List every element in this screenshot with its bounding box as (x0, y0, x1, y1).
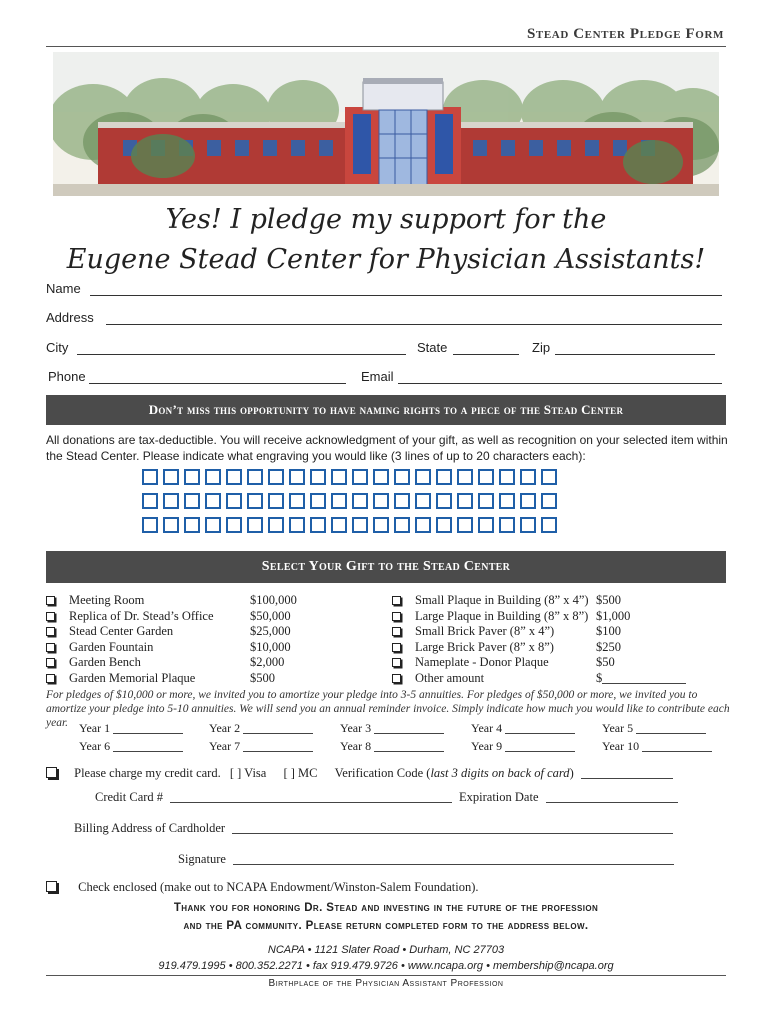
card-number-row (95, 790, 452, 805)
checkbox-icon[interactable] (46, 674, 55, 683)
engraving-char-box[interactable] (436, 493, 452, 509)
engraving-line-1 (142, 469, 557, 485)
gift-list-left (46, 593, 297, 686)
address-field[interactable] (106, 324, 722, 325)
engraving-line-3 (142, 517, 557, 533)
gift-label: Replica of Dr. Stead’s Office (69, 608, 214, 623)
checkbox-icon[interactable] (392, 627, 401, 636)
annuity-note: For pledges of $10,000 or more, we invited you to amortize your pledge into 3-5 annuities. For pledges of $50,000 or more, we invited you to amortize your pledge into 5-10 annuities. We will send you an annual reminder invoice. Simply indicate how much you would like to contribute each year. (46, 689, 730, 729)
year-amount-field[interactable] (642, 751, 712, 752)
year-label: Year 4 (471, 721, 503, 735)
engraving-char-box[interactable] (478, 493, 494, 509)
engraving-char-box[interactable] (499, 469, 515, 485)
headline-line-2: Eugene Stead Center for Physician Assistants! (66, 244, 706, 275)
engraving-char-box[interactable] (163, 469, 179, 485)
year-label: Year 6 (79, 739, 111, 753)
gift-amount: $100,000 (250, 593, 297, 607)
state-field[interactable] (453, 354, 519, 355)
gift-option[interactable] (46, 593, 297, 609)
gift-list-right (392, 593, 692, 686)
address-line: NCAPA • 1121 Slater Road • Durham, NC 27703 (267, 944, 505, 956)
engraving-char-box[interactable] (352, 469, 368, 485)
other-amount-field[interactable] (602, 683, 686, 684)
gift-amount: $10,000 (250, 639, 291, 654)
expiration-row (459, 790, 678, 805)
year-label: Year 2 (209, 721, 241, 735)
engraving-char-box[interactable] (247, 517, 263, 533)
credit-card-checkbox-icon[interactable] (46, 767, 57, 778)
name-field[interactable] (90, 295, 722, 296)
gift-label: Stead Center Garden (69, 624, 174, 638)
year-7[interactable] (209, 739, 313, 754)
checkbox-icon[interactable] (392, 612, 401, 621)
gift-label: Small Brick Paver (8” x 4”) (415, 624, 555, 638)
check-checkbox-icon[interactable] (46, 881, 57, 892)
expiration-field[interactable] (546, 802, 678, 803)
engraving-char-box[interactable] (226, 469, 242, 485)
gift-label: Large Brick Paver (8” x 8”) (415, 639, 554, 654)
address-label: Address (46, 310, 94, 325)
engraving-char-box[interactable] (478, 469, 494, 485)
zip-label: Zip (532, 340, 551, 355)
engraving-char-box[interactable] (268, 469, 284, 485)
credit-card-option[interactable] (46, 766, 673, 781)
engraving-char-box[interactable] (415, 469, 431, 485)
engraving-char-box[interactable] (331, 493, 347, 509)
naming-rights-banner: Don’t miss this opportunity to have naming rights to a piece of the Stead Center (46, 395, 726, 425)
email-field[interactable] (398, 383, 722, 384)
card-number-field[interactable] (170, 802, 452, 803)
year-label: Year 7 (209, 739, 241, 753)
engraving-char-box[interactable] (352, 517, 368, 533)
gift-option[interactable] (392, 609, 692, 625)
gift-amount: $100 (596, 624, 621, 638)
visa-option[interactable]: [ ] Visa (229, 766, 267, 780)
year-amount-field[interactable] (374, 751, 444, 752)
gift-option[interactable] (46, 624, 291, 640)
engraving-char-box[interactable] (205, 517, 221, 533)
gift-label: Nameplate - Donor Plaque (415, 655, 549, 669)
mc-option[interactable]: [ ] MC (283, 766, 318, 780)
verification-code-field[interactable] (581, 778, 673, 779)
engraving-char-box[interactable] (163, 493, 179, 509)
year-amount-field[interactable] (113, 733, 183, 734)
year-amount-field[interactable] (243, 733, 313, 734)
year-label: Year 9 (471, 739, 503, 753)
check-text: Check enclosed (make out to NCAPA Endowment/Winston-Salem Foundation). (78, 880, 479, 894)
email-label: Email (361, 369, 394, 384)
verification-label (335, 766, 574, 780)
year-9[interactable] (471, 739, 575, 754)
card-number-label: Credit Card # (95, 790, 164, 804)
engraving-char-box[interactable] (541, 493, 557, 509)
engraving-char-box[interactable] (373, 469, 389, 485)
checkbox-icon[interactable] (46, 612, 55, 621)
title-divider (46, 46, 726, 47)
tagline: Birthplace of the Physician Assistant Profession (268, 978, 504, 989)
checkbox-icon[interactable] (46, 596, 55, 605)
pledge-headline (46, 200, 726, 280)
verification-label-end: ) (569, 766, 574, 780)
engraving-char-box[interactable] (310, 493, 326, 509)
engraving-char-box[interactable] (457, 493, 473, 509)
gift-label: Garden Memorial Plaque (69, 670, 196, 685)
thanks-line-1: Thank you for honoring Dr. Stead and investing in the future of the profession (173, 902, 599, 914)
engraving-char-box[interactable] (184, 493, 200, 509)
engraving-char-box[interactable] (142, 517, 158, 533)
gift-amount: $25,000 (250, 624, 291, 638)
year-label: Year 1 (79, 721, 111, 735)
engraving-char-box[interactable] (205, 493, 221, 509)
engraving-grid (142, 469, 557, 533)
engraving-char-box[interactable] (478, 517, 494, 533)
engraving-char-box[interactable] (247, 469, 263, 485)
gift-option[interactable] (392, 593, 692, 609)
engraving-line-2 (142, 493, 557, 509)
checkbox-icon[interactable] (46, 643, 55, 652)
gift-label: Other amount (415, 670, 485, 685)
year-amount-field[interactable] (243, 751, 313, 752)
engraving-char-box[interactable] (520, 493, 536, 509)
billing-row (74, 821, 673, 836)
year-amount-field[interactable] (374, 733, 444, 734)
checkbox-icon[interactable] (392, 658, 401, 667)
thanks-line-2: and the PA community. Please return completed form to the address below. (183, 920, 589, 932)
checkbox-icon[interactable] (392, 643, 401, 652)
naming-description: All donations are tax-deductible. You will receive acknowledgment of your gift, as well as recognition on your selected item within the Stead Center. Please indicate what engraving you would like (3 lines of up to 20 characters each): (46, 433, 728, 463)
gift-option[interactable] (392, 640, 692, 656)
engraving-char-box[interactable] (226, 493, 242, 509)
engraving-char-box[interactable] (499, 493, 515, 509)
footer-divider (46, 975, 726, 976)
engraving-char-box[interactable] (226, 517, 242, 533)
engraving-char-box[interactable] (310, 469, 326, 485)
engraving-char-box[interactable] (331, 469, 347, 485)
engraving-char-box[interactable] (394, 517, 410, 533)
gift-label: Small Plaque in Building (8” x 4”) (415, 593, 589, 607)
gift-option[interactable] (392, 671, 692, 687)
signature-label: Signature (178, 852, 226, 866)
engraving-char-box[interactable] (331, 517, 347, 533)
engraving-char-box[interactable] (457, 469, 473, 485)
gift-option[interactable] (46, 639, 291, 656)
select-gift-banner: Select Your Gift to the Stead Center (46, 551, 726, 583)
engraving-char-box[interactable] (457, 517, 473, 533)
gift-option[interactable] (46, 670, 275, 687)
gift-amount: $2,000 (250, 655, 285, 669)
engraving-char-box[interactable] (205, 469, 221, 485)
year-label: Year 10 (602, 739, 640, 753)
year-6[interactable] (79, 739, 183, 754)
year-5[interactable] (602, 721, 706, 736)
checkbox-icon[interactable] (46, 658, 55, 667)
gift-option[interactable] (392, 624, 692, 640)
engraving-char-box[interactable] (268, 493, 284, 509)
signature-field[interactable] (233, 864, 674, 865)
engraving-char-box[interactable] (184, 517, 200, 533)
checkbox-icon[interactable] (392, 674, 401, 683)
engraving-char-box[interactable] (415, 517, 431, 533)
year-label: Year 8 (340, 739, 372, 753)
contact-line: 919.479.1995 • 800.352.2271 • fax 919.479.9726 • www.ncapa.org • membership@ncapa.org (158, 960, 614, 972)
engraving-char-box[interactable] (247, 493, 263, 509)
engraving-char-box[interactable] (352, 493, 368, 509)
year-3[interactable] (340, 721, 444, 736)
gift-amount: $50 (596, 655, 615, 669)
engraving-char-box[interactable] (415, 493, 431, 509)
engraving-char-box[interactable] (436, 517, 452, 533)
engraving-char-box[interactable] (436, 469, 452, 485)
gift-amount: $50,000 (250, 608, 291, 623)
year-8[interactable] (340, 739, 444, 754)
year-amount-field[interactable] (505, 733, 575, 734)
gift-label: Large Plaque in Building (8” x 8”) (415, 608, 589, 623)
billing-label: Billing Address of Cardholder (74, 821, 226, 835)
verification-hint: last 3 digits on back of card (430, 766, 570, 780)
engraving-char-box[interactable] (163, 517, 179, 533)
engraving-char-box[interactable] (394, 469, 410, 485)
engraving-char-box[interactable] (499, 517, 515, 533)
phone-field[interactable] (89, 383, 346, 384)
checkbox-icon[interactable] (392, 596, 401, 605)
engraving-char-box[interactable] (289, 493, 305, 509)
year-1[interactable] (79, 721, 183, 736)
engraving-char-box[interactable] (142, 493, 158, 509)
state-label: State (417, 340, 448, 355)
headline-line-1: Yes! I pledge my support for the (165, 204, 607, 235)
gift-label: Meeting Room (69, 593, 145, 607)
year-4[interactable] (471, 721, 575, 736)
engraving-char-box[interactable] (541, 469, 557, 485)
engraving-char-box[interactable] (142, 469, 158, 485)
gift-amount: $250 (596, 639, 621, 654)
form-title: Stead Center Pledge Form (526, 26, 724, 42)
gift-amount: $1,000 (596, 608, 631, 623)
gift-amount[interactable] (596, 671, 686, 687)
gift-option[interactable] (46, 608, 291, 625)
signature-row (178, 852, 674, 867)
engraving-char-box[interactable] (541, 517, 557, 533)
engraving-char-box[interactable] (373, 493, 389, 509)
gift-label: Garden Fountain (69, 639, 154, 654)
year-amount-field[interactable] (505, 751, 575, 752)
city-field[interactable] (77, 354, 406, 355)
check-option[interactable] (46, 880, 479, 895)
building-illustration (53, 52, 719, 196)
year-label: Year 3 (340, 721, 372, 735)
city-label: City (46, 340, 69, 355)
year-10[interactable] (602, 739, 712, 754)
year-label: Year 5 (602, 721, 634, 735)
engraving-char-box[interactable] (520, 517, 536, 533)
year-2[interactable] (209, 721, 313, 736)
checkbox-icon[interactable] (46, 627, 55, 636)
name-label: Name (46, 281, 81, 296)
gift-amount: $500 (596, 593, 621, 607)
gift-option[interactable] (46, 655, 285, 671)
year-amount-field[interactable] (636, 733, 706, 734)
phone-label: Phone (48, 369, 86, 384)
verification-label-start: Verification Code ( (334, 766, 431, 780)
engraving-char-box[interactable] (520, 469, 536, 485)
zip-field[interactable] (555, 354, 715, 355)
gift-amount: $500 (250, 670, 275, 685)
gift-option[interactable] (392, 655, 692, 671)
engraving-char-box[interactable] (310, 517, 326, 533)
credit-card-prompt: Please charge my credit card. (74, 766, 221, 780)
engraving-char-box[interactable] (289, 469, 305, 485)
billing-address-field[interactable] (232, 833, 673, 834)
engraving-char-box[interactable] (268, 517, 284, 533)
other-amount-symbol: $ (596, 670, 603, 685)
engraving-char-box[interactable] (373, 517, 389, 533)
gift-label: Garden Bench (69, 655, 141, 669)
year-amount-field[interactable] (113, 751, 183, 752)
engraving-char-box[interactable] (289, 517, 305, 533)
engraving-char-box[interactable] (394, 493, 410, 509)
expiration-label: Expiration Date (459, 790, 539, 804)
engraving-char-box[interactable] (184, 469, 200, 485)
